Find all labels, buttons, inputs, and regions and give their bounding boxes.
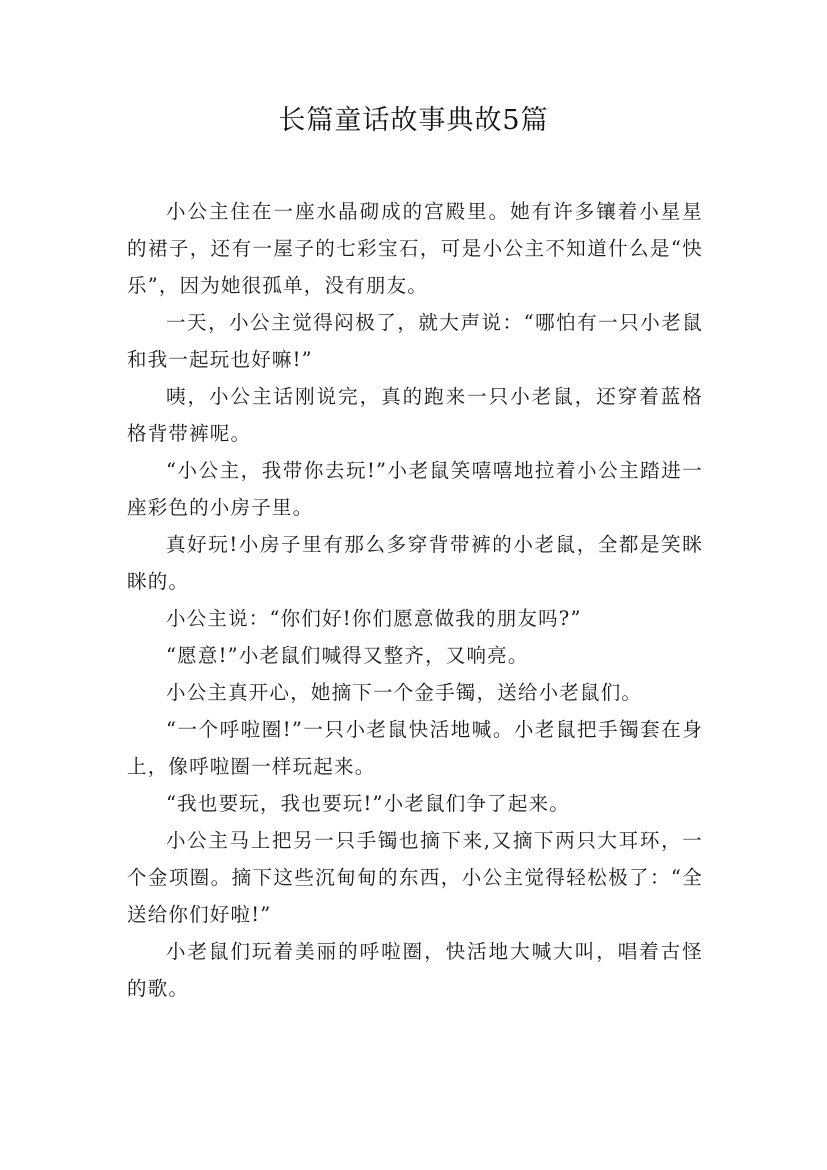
paragraph: 真好玩!小房子里有那么多穿背带裤的小老鼠，全都是笑眯眯的。 xyxy=(127,533,703,593)
paragraph: “我也要玩，我也要玩!”小老鼠们争了起来。 xyxy=(166,792,570,815)
paragraph: “一个呼啦圈!”一只小老鼠快活地喊。小老鼠把手镯套在身上，像呼啦圈一样玩起来。 xyxy=(127,718,703,778)
paragraph: 小公主说：“你们好!你们愿意做我的朋友吗?” xyxy=(166,607,582,630)
paragraph: 小公主马上把另一只手镯也摘下来,又摘下两只大耳环，一个金项圈。摘下这些沉甸甸的东西，小公主觉得轻松极了：“全送给你们好啦!” xyxy=(127,829,703,926)
document-title: 长篇童话故事典故5篇 xyxy=(278,105,549,136)
paragraph: 咦，小公主话刚说完，真的跑来一只小老鼠，还穿着蓝格格背带裤呢。 xyxy=(127,385,703,445)
paragraph: 小公主真开心，她摘下一个金手镯，送给小老鼠们。 xyxy=(166,681,643,704)
paragraph: 小公主住在一座水晶砌成的宫殿里。她有许多镶着小星星的裙子，还有一屋子的七彩宝石，可是小公主不知道什么是“快乐”，因为她很孤单，没有朋友。 xyxy=(127,200,703,297)
paragraph: 一天，小公主觉得闷极了，就大声说：“哪怕有一只小老鼠和我一起玩也好嘛!” xyxy=(127,311,703,371)
document-body xyxy=(127,193,703,1007)
paragraph: “小公主，我带你去玩!”小老鼠笑嘻嘻地拉着小公主踏进一座彩色的小房子里。 xyxy=(127,459,703,519)
paragraph: 小老鼠们玩着美丽的呼啦圈，快活地大喊大叫，唱着古怪的歌。 xyxy=(127,940,703,1000)
paragraph: “愿意!”小老鼠们喊得又整齐，又响亮。 xyxy=(166,644,529,667)
